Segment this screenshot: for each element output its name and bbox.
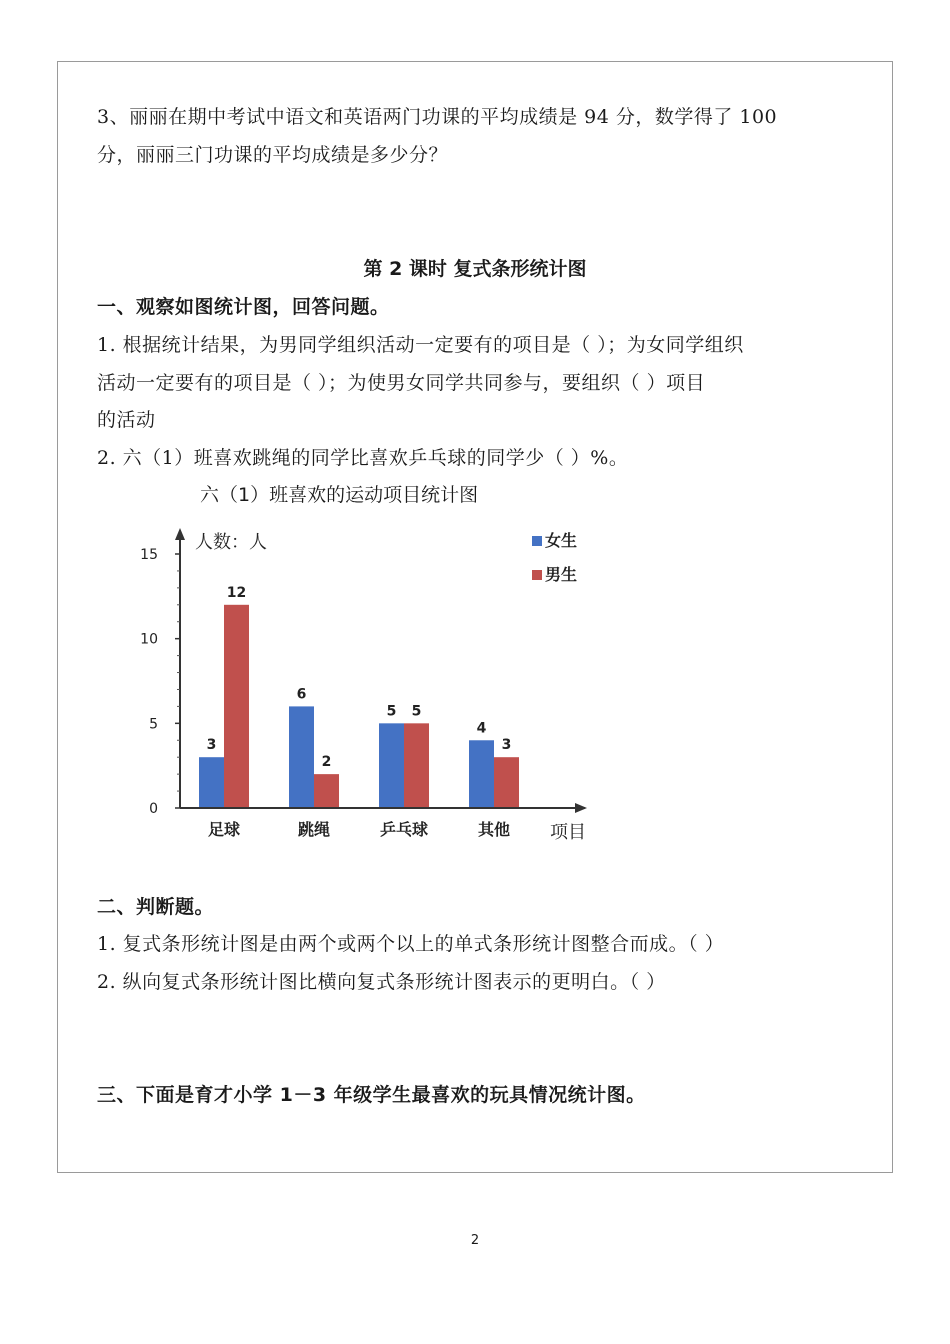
bar-female: [199, 757, 224, 808]
section-2-question-2: 2. 纵向复式条形统计图比横向复式条形统计图表示的更明白。（ ）: [97, 971, 666, 993]
y-axis-title: 人数：人: [195, 532, 267, 553]
section-1-heading: 一、观察如图统计图，回答问题。: [97, 296, 390, 318]
bar-female: [289, 706, 314, 808]
section-1-question-1-line-1: 1. 根据统计结果，为男同学组织活动一定要有的项目是（ ）；为女同学组织: [97, 334, 744, 356]
section-1-question-2: 2. 六（1）班喜欢跳绳的同学比喜欢乒乓球的同学少（ ）%。: [97, 447, 629, 469]
data-label: 3: [501, 737, 512, 754]
data-label: 2: [321, 754, 332, 771]
category-label: 跳绳: [297, 820, 331, 839]
bar-male: [314, 774, 339, 808]
legend-swatch: [532, 570, 542, 580]
bar-male: [494, 757, 519, 808]
data-label: 12: [226, 584, 247, 601]
page-number: 2: [470, 1233, 480, 1248]
x-axis-arrow: [575, 803, 587, 813]
category-label: 乒乓球: [379, 820, 429, 839]
bar-female: [379, 723, 404, 808]
section-1-question-1-line-2: 活动一定要有的项目是（ ）；为使男女同学共同参与，要组织（ ）项目: [97, 372, 706, 394]
bar-female: [469, 740, 494, 808]
y-tick-label: 10: [140, 631, 158, 648]
data-label: 5: [411, 703, 422, 720]
section-2-heading: 二、判断题。: [97, 896, 215, 918]
y-tick-label: 15: [140, 547, 158, 563]
bar-chart: [130, 520, 610, 850]
lesson-title: 第 2 课时 复式条形统计图: [363, 258, 587, 280]
data-label: 3: [206, 737, 217, 754]
question-3-line-2: 分，丽丽三门功课的平均成绩是多少分？: [97, 144, 449, 166]
data-label: 4: [476, 720, 487, 737]
section-2-question-1: 1. 复式条形统计图是由两个或两个以上的单式条形统计图整合而成。（ ）: [97, 933, 725, 955]
section-1-question-1-line-3: 的活动: [97, 409, 156, 431]
data-label: 5: [386, 703, 397, 720]
legend-label: 女生: [545, 531, 578, 550]
y-tick-label: 5: [149, 716, 158, 733]
y-tick-label: 0: [149, 801, 158, 817]
bar-male: [224, 605, 249, 808]
chart-title: 六（1）班喜欢的运动项目统计图: [200, 484, 479, 506]
data-label: 6: [296, 686, 307, 703]
y-axis-arrow: [175, 528, 185, 540]
legend-label: 男生: [545, 565, 578, 584]
question-3-line-1: 3、丽丽在期中考试中语文和英语两门功课的平均成绩是 94 分，数学得了 100: [97, 106, 778, 128]
legend-swatch: [532, 536, 542, 546]
x-axis-title: 项目: [550, 822, 586, 843]
bar-male: [404, 723, 429, 808]
section-3-heading: 三、下面是育才小学 1－3 年级学生最喜欢的玩具情况统计图。: [97, 1084, 646, 1106]
category-label: 其他: [477, 820, 511, 839]
category-label: 足球: [207, 820, 241, 839]
